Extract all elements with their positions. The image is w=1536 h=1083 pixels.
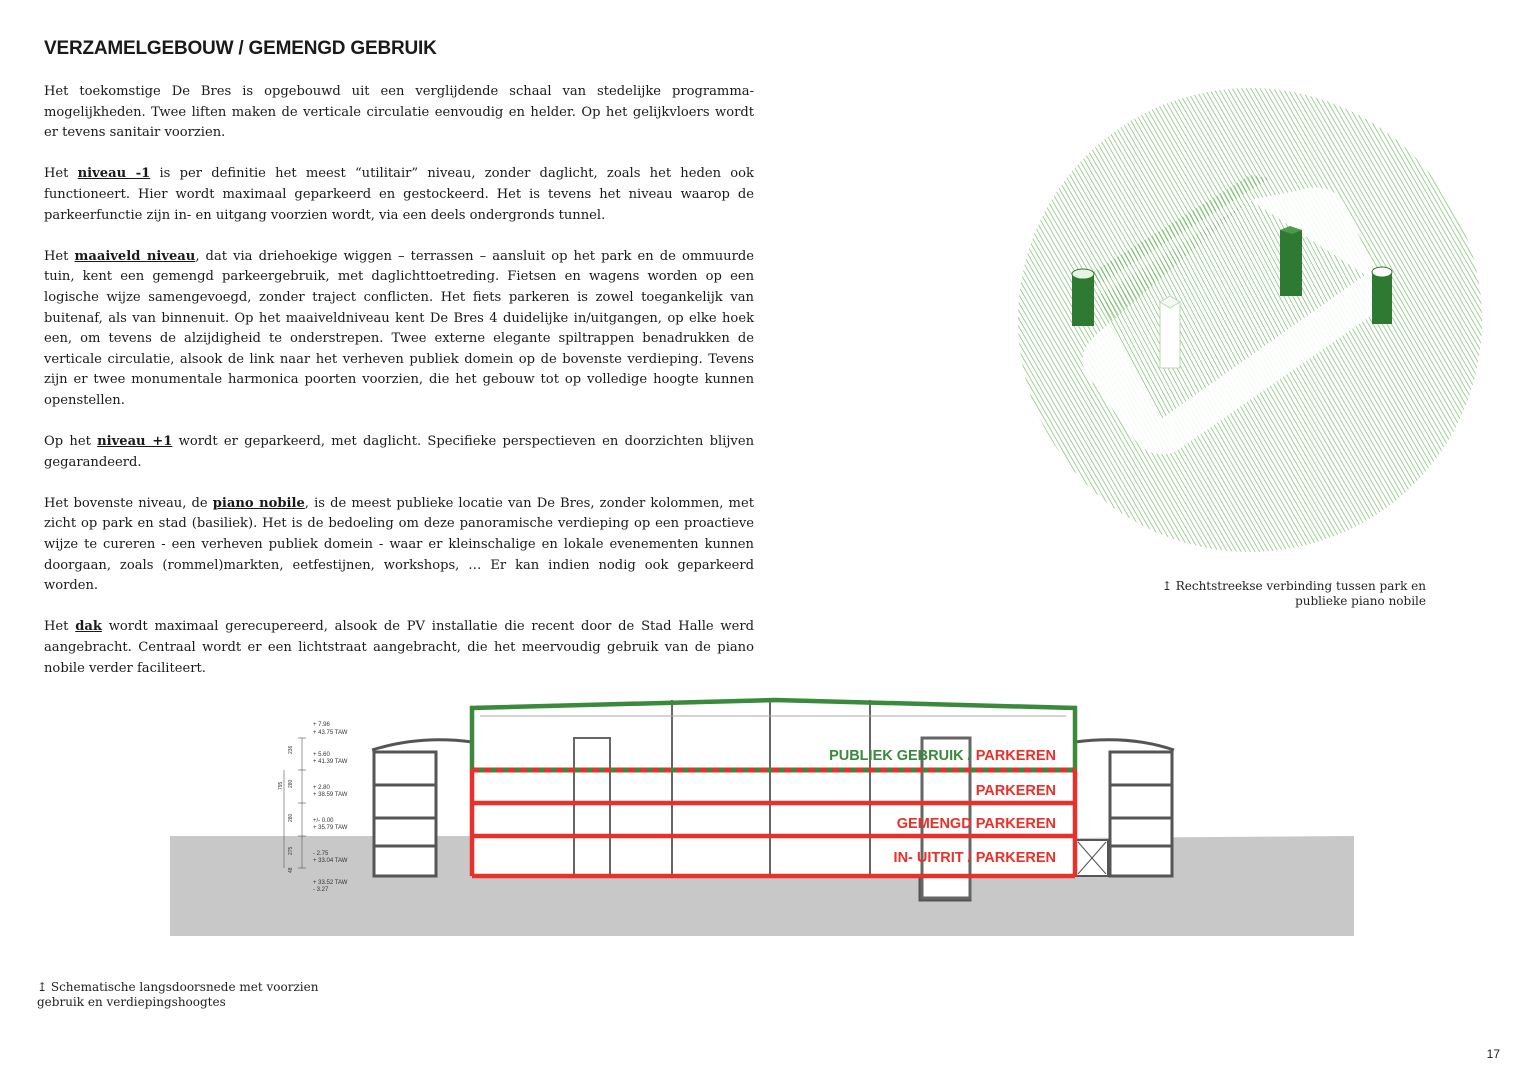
svg-text:275: 275 <box>288 846 294 855</box>
svg-text:- 3.27: - 3.27 <box>313 887 329 893</box>
keyword: dak <box>75 619 102 635</box>
svg-text:+ 5.60: + 5.60 <box>313 752 330 758</box>
svg-text:+ 43.75 TAW: + 43.75 TAW <box>313 730 348 736</box>
svg-text:+ 33.52 TAW: + 33.52 TAW <box>313 880 348 886</box>
ground <box>170 836 1354 936</box>
svg-text:+ 41.39 TAW: + 41.39 TAW <box>313 759 348 765</box>
paragraph-niveau-plus1: Op het niveau +1 wordt er geparkeerd, met daglicht. Specifieke perspectieven en doorzichten blijven gegarandeerd. <box>44 434 754 470</box>
svg-text:+ 35.79 TAW: + 35.79 TAW <box>313 825 348 831</box>
paragraph-niveau-min1: Het niveau -1 is per definitie het meest “utilitair” niveau, zonder daglicht, zoals het heden ook functioneert. Hier wordt maximaal geparkeerd en gestockeerd. Het is tevens het niveau waarop de parkeerfunctie zijn in- en uitgang voorzien wordt, via een deels ondergronds tunnel. <box>44 166 754 223</box>
svg-text:+ 33.04 TAW: + 33.04 TAW <box>313 858 348 864</box>
lift-core-white <box>1160 302 1180 368</box>
svg-text:- 2.75: - 2.75 <box>313 851 329 857</box>
stair-tower-right <box>1372 272 1392 324</box>
stair-tower-left <box>1072 274 1094 326</box>
svg-text:+ 38.59 TAW: + 38.59 TAW <box>313 792 348 798</box>
paragraph-maaiveld: Het maaiveld niveau, dat via driehoekige wiggen – terrassen – aansluit op het park en de ommuurde tuin, kent een gemengd parkeergebruik, met daglichttoetreding. Fietsen en wagens worden op een logische wijze samengevoegd, zonder traject conflicten. Het fiets parkeren is zowel toegankelijk van buitenaf, als van binnenuit. Op het maaiveldniveau kent De Bres 4 duidelijke in/uitgangen, op elke hoek een, om tevens de alzijdigheid te onderstrepen. Twee externe elegante spiltrappen benadrukken de verticale circulatie, alsook de link naar het verheven publiek domein op de bovenste verdieping. Tevens zijn er twee monumentale harmonica poorten voorzien, die het gebouw tot op volledige hoogte kunnen openstellen. <box>44 248 754 408</box>
label-inuit: IN- UITRIT / PARKEREN <box>893 850 1056 866</box>
body-text <box>44 82 754 700</box>
svg-text:236: 236 <box>288 745 294 754</box>
page-number: 17 <box>1486 1047 1500 1061</box>
axonometric-drawing <box>1010 80 1490 560</box>
keyword: maaiveld niveau <box>74 248 196 264</box>
svg-text:+/- 0.00: +/- 0.00 <box>313 818 334 824</box>
section-drawing <box>0 690 1536 950</box>
svg-text:280: 280 <box>288 813 294 822</box>
paragraph-dak: Het dak wordt maximaal gerecupereerd, alsook de PV installatie die recent door de Stad Halle werd aangebracht. Centraal wordt er een lichtstraat aangebracht, die het meervoudig gebruik van de piano nobile verder faciliteert. <box>44 619 755 676</box>
paragraph-intro: Het toekomstige De Bres is opgebouwd uit een verglijdende schaal van stedelijke programma-mogelijkheden. Twee liften maken de verticale circulatie eenvoudig en helder. Op het gelijkvloers wordt er tevens sanitair voorzien. <box>44 84 754 141</box>
label-publiek: PUBLIEK GEBRUIK / PARKEREN <box>829 748 1056 764</box>
lift-core-green <box>1280 230 1302 296</box>
keyword: niveau +1 <box>97 434 173 450</box>
svg-text:+ 2.80: + 2.80 <box>313 785 330 791</box>
label-gemengd: GEMENGD PARKEREN <box>896 816 1056 832</box>
svg-text:+ 7.96: + 7.96 <box>313 722 330 728</box>
page-title: VERZAMELGEBOUW / GEMENGD GEBRUIK <box>44 38 437 59</box>
caption-axonometric: ↥ Rechtstreekse verbinding tussen park en publieke piano nobile <box>1161 579 1426 608</box>
svg-text:280: 280 <box>288 779 294 788</box>
keyword: niveau -1 <box>77 166 151 182</box>
svg-text:795: 795 <box>278 781 284 790</box>
label-parkeren: PARKEREN <box>975 783 1056 799</box>
annex-right <box>1075 740 1174 876</box>
paragraph-piano-nobile: Het bovenste niveau, de piano nobile, is de meest publieke locatie van De Bres, zonder kolommen, met zicht op park en stad (basiliek). Het is de bedoeling om deze panoramische verdieping op een proactieve wijze te cureren - een verheven publiek domein - waar er kleinschalige en lokale evenementen kunnen doorgaan, zoals (rommel)markten, eetfestijnen, workshops, … Er kan indien nodig ook geparkeerd worden. <box>44 495 754 594</box>
caption-section: ↥ Schematische langsdoorsnede met voorzien gebruik en verdiepingshoogtes <box>37 980 319 1009</box>
keyword: piano nobile <box>212 495 305 511</box>
svg-text:48: 48 <box>288 867 294 873</box>
